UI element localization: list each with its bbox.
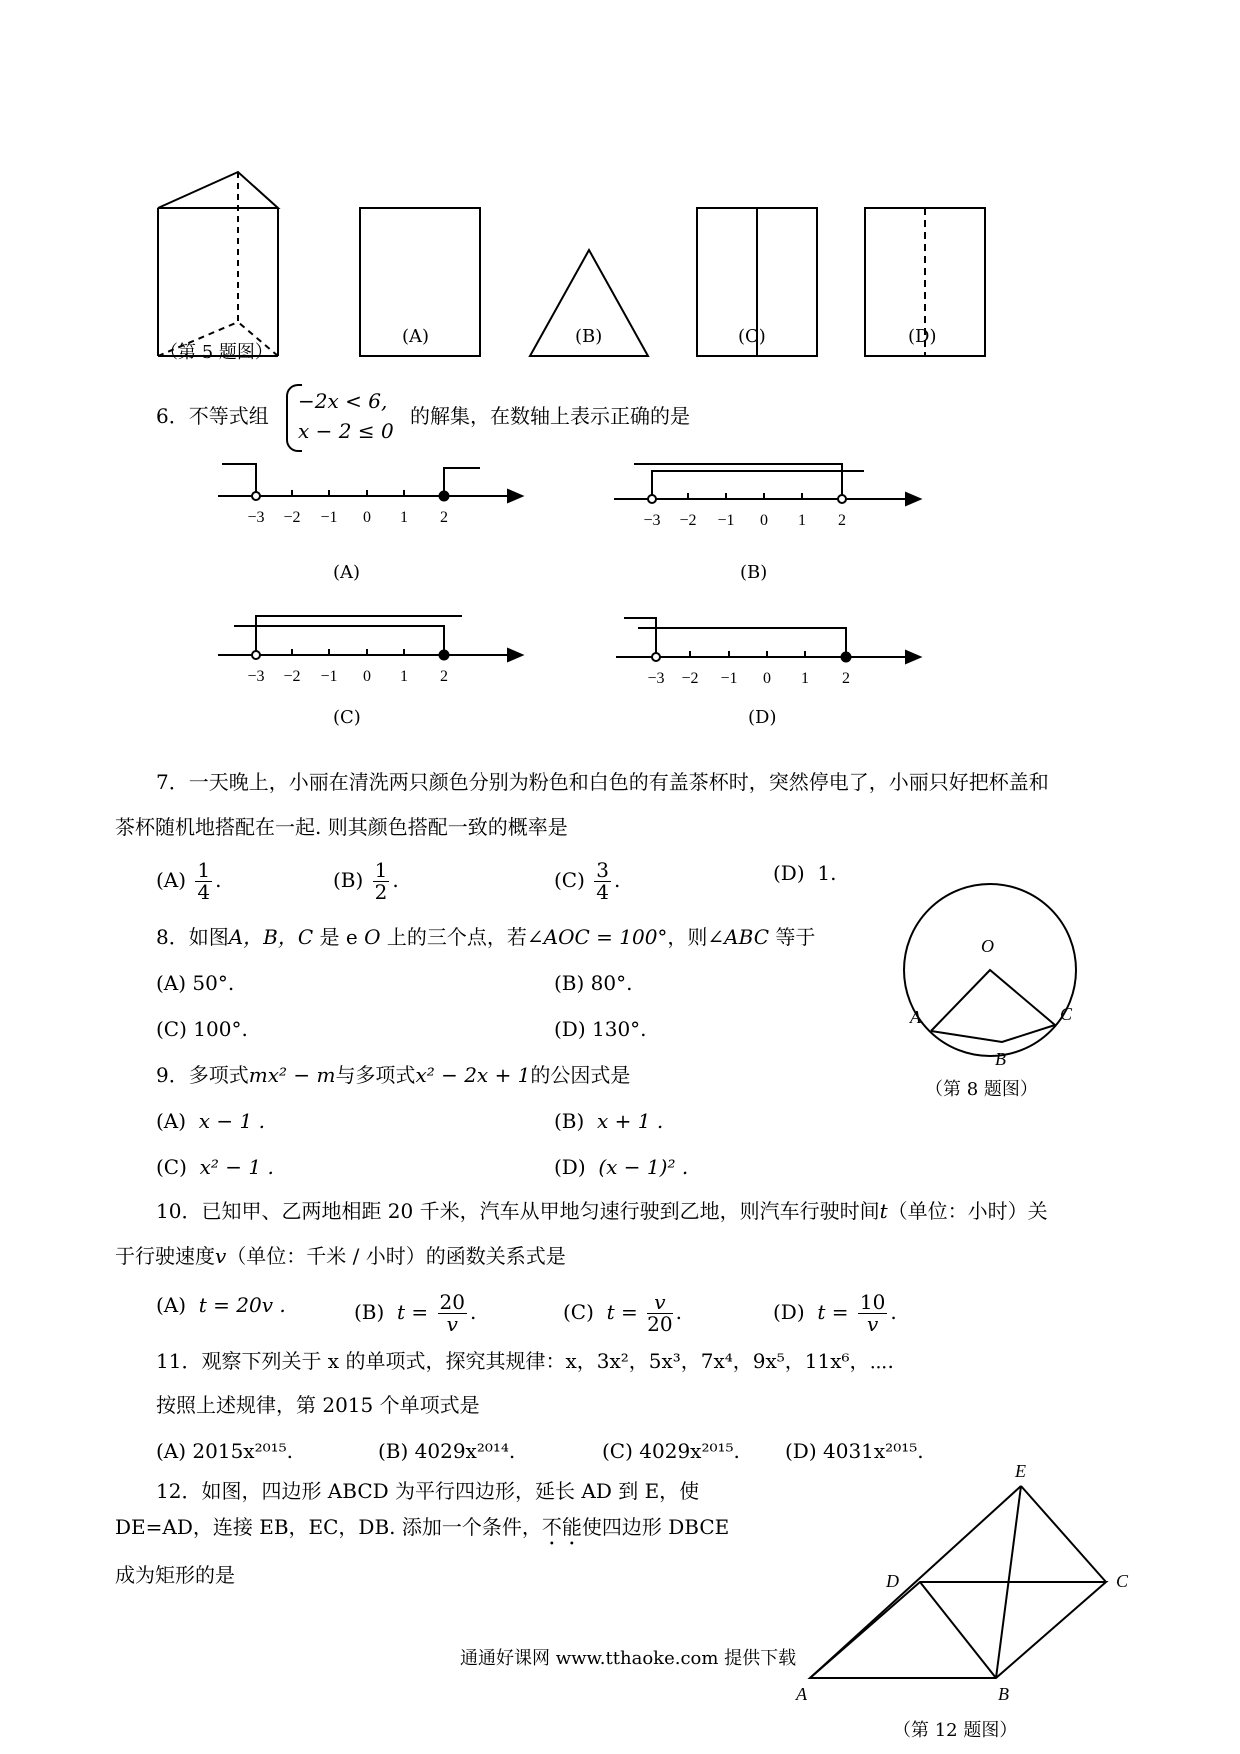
q10-option-b: (B) t = $\frac{20}{v}$ . <box>354 1290 477 1336</box>
tick-label-b: −3 <box>643 512 661 529</box>
q12-label-d: D <box>886 1571 899 1591</box>
tick-label-c: 2 <box>440 668 448 685</box>
tick-label-d: −1 <box>720 670 738 687</box>
q12-stem-line3: 成为矩形的是 <box>115 1563 235 1587</box>
q8-option-d: (D) 130°. <box>554 1017 647 1041</box>
q6-stem-prefix: 6．不等式组 <box>156 404 269 428</box>
q6-inequality-1: −2x < 6, <box>298 389 388 413</box>
tick-label-b: 0 <box>760 512 768 529</box>
q8-label-b: B <box>995 1049 1006 1069</box>
prism-figure <box>158 172 278 356</box>
q12-figure-caption: （第 12 题图） <box>893 1720 1018 1741</box>
tick-label-d: −2 <box>681 670 699 687</box>
tick-label-a: 1 <box>400 509 408 526</box>
number-line-a <box>218 464 522 502</box>
q8-option-a: (A) 50°. <box>156 971 235 995</box>
tick-label-c: 1 <box>400 668 408 685</box>
tick-label-b: −2 <box>679 512 697 529</box>
q10-stem-line2: 于行驶速度v（单位：千米 / 小时）的函数关系式是 <box>115 1244 566 1268</box>
q7-option-a: (A) $\frac{1}{4}$ . <box>156 858 222 904</box>
q10-stem-line1: 10．已知甲、乙两地相距 20 千米，汽车从甲地匀速行驶到乙地，则汽车行驶时间t（单位：小时）关 <box>156 1199 1048 1223</box>
q6-option-a-label: (A) <box>333 562 361 583</box>
tick-label-d: 0 <box>763 670 771 687</box>
tick-label-c: −3 <box>247 668 265 685</box>
q10-option-d: (D) t = $\frac{10}{v}$ . <box>773 1290 897 1336</box>
q8-stem: 8．如图A，B，C 是 e O 上的三个点，若∠AOC = 100°，则∠ABC 等于 <box>156 925 816 949</box>
q11-stem-line1: 11．观察下列关于 x 的单项式，探究其规律：x，3x²，5x³，7x⁴，9x⁵，11x⁶，⋯. <box>156 1349 894 1373</box>
q7-option-b: (B) $\frac{1}{2}$ . <box>333 858 399 904</box>
q9-option-c: (C) x² − 1 . <box>156 1155 274 1179</box>
tick-label-a: −3 <box>247 509 265 526</box>
q6-inequality-2: x − 2 ≤ 0 <box>298 419 394 443</box>
q12-label-b: B <box>998 1684 1009 1704</box>
q7-stem-line2: 茶杯随机地搭配在一起. 则其颜色搭配一致的概率是 <box>115 815 568 839</box>
number-line-d <box>616 618 920 663</box>
q5-option-b-label: (B) <box>575 326 603 347</box>
q11-stem-line2: 按照上述规律，第 2015 个单项式是 <box>156 1393 480 1417</box>
number-line-a-ticks <box>247 509 448 526</box>
q7-stem-line1: 7．一天晚上，小丽在清洗两只颜色分别为粉色和白色的有盖茶杯时，突然停电了，小丽只好把杯盖和 <box>156 770 1049 794</box>
tick-label-a: 0 <box>363 509 371 526</box>
tick-label-b: 2 <box>838 512 846 529</box>
q6-option-b-label: (B) <box>740 562 768 583</box>
tick-label-c: −2 <box>283 668 301 685</box>
q8-circle-figure <box>890 870 1100 1080</box>
tick-label-b: 1 <box>798 512 806 529</box>
page-footer: 通通好课网 www.tthaoke.com 提供下载 <box>460 1648 797 1669</box>
tick-label-b: −1 <box>717 512 735 529</box>
q9-option-a: (A) x − 1 . <box>156 1109 265 1133</box>
q5-figures <box>0 0 1240 370</box>
q11-option-b: (B) 4029x²⁰¹⁴. <box>378 1439 516 1463</box>
q9-stem: 9．多项式mx² − m与多项式x² − 2x + 1的公因式是 <box>156 1063 631 1087</box>
number-line-b-ticks <box>643 512 846 529</box>
q8-option-c: (C) 100°. <box>156 1017 248 1041</box>
tick-label-c: 0 <box>363 668 371 685</box>
q11-option-a: (A) 2015x²⁰¹⁵. <box>156 1439 294 1463</box>
q5-option-c-label: (C) <box>738 326 766 347</box>
q5-option-d-label: (D) <box>908 326 937 347</box>
tick-label-d: 2 <box>842 670 850 687</box>
q9-option-d: (D) (x − 1)² . <box>554 1155 689 1179</box>
q8-label-c: C <box>1060 1004 1073 1024</box>
q12-stem-line2: DE=AD，连接 EB，EC，DB. 添加一个条件，不能使四边形 DBCE <box>115 1515 730 1539</box>
number-line-c <box>218 616 522 661</box>
q6-option-c-label: (C) <box>333 707 361 728</box>
q7-option-c: (C) $\frac{3}{4}$ . <box>554 858 621 904</box>
q7-option-d: (D) 1. <box>773 861 837 885</box>
q10-option-a: (A) t = 20v . <box>156 1293 286 1317</box>
q6-number-lines <box>0 440 1240 730</box>
q8-figure-caption: （第 8 题图） <box>925 1079 1038 1100</box>
q12-label-e: E <box>1015 1461 1026 1481</box>
q5-option-a-label: (A) <box>402 326 430 347</box>
number-line-b <box>614 464 920 505</box>
q12-stem-line1: 12．如图，四边形 ABCD 为平行四边形，延长 AD 到 E，使 <box>156 1479 700 1503</box>
q11-option-d: (D) 4031x²⁰¹⁵. <box>785 1439 924 1463</box>
q10-option-c: (C) t = $\frac{v}{20}$ . <box>563 1290 682 1336</box>
q8-label-a: A <box>910 1007 921 1027</box>
tick-label-d: 1 <box>801 670 809 687</box>
q8-label-o: O <box>981 936 994 956</box>
q12-label-a: A <box>796 1684 807 1704</box>
q8-option-b: (B) 80°. <box>554 971 633 995</box>
tick-label-a: −1 <box>320 509 338 526</box>
tick-label-d: −3 <box>647 670 665 687</box>
q11-option-c: (C) 4029x²⁰¹⁵. <box>602 1439 740 1463</box>
tick-label-a: 2 <box>440 509 448 526</box>
number-line-d-ticks <box>647 670 850 687</box>
tick-label-c: −1 <box>320 668 338 685</box>
q12-parallelogram-figure <box>780 1450 1150 1710</box>
q6-option-d-label: (D) <box>748 707 777 728</box>
number-line-c-ticks <box>247 668 448 685</box>
q5-caption: （第 5 题图） <box>160 342 273 363</box>
q6-stem-suffix: 的解集，在数轴上表示正确的是 <box>410 404 690 428</box>
tick-label-a: −2 <box>283 509 301 526</box>
q9-option-b: (B) x + 1 . <box>554 1109 664 1133</box>
q12-label-c: C <box>1116 1571 1129 1591</box>
